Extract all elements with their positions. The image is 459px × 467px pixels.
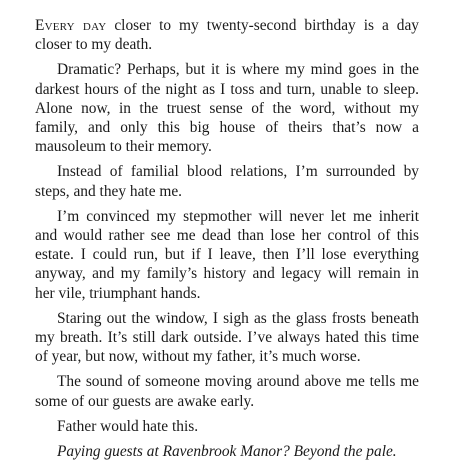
paragraph-dramatic: Dramatic? Perhaps, but it is where my mind goes in the darkest hours of the night as I toss and turn, unable to sleep. Alone now, in the truest sense of the word, without my family, and only this big house of theirs that’s now a mausoleum to their memory. [35,61,419,156]
paragraph-steps: Instead of familial blood relations, I’m surrounded by steps, and they hate me. [35,163,419,200]
opening-paragraph [35,16,419,54]
paragraph-father: Father would hate this. [57,417,199,435]
paragraph-guests: The sound of someone moving around above me tells me some of our guests are awake early. [35,373,419,410]
document-page [35,16,419,467]
paragraph-closing-italic: Paying guests at Ravenbrook Manor? Beyond the pale. [57,443,397,461]
opening-paragraph-text: closer to my twenty-second birthday is a day closer to my death. [35,17,419,54]
opening-small-caps: Every day [35,17,107,34]
paragraph-window: Staring out the window, I sigh as the glass frosts beneath my breath. It’s still dark outside. I’ve always hated this time of year, but now, without my father, it’s much worse. [35,309,419,366]
paragraph-stepmother: I’m convinced my stepmother will never let me inherit and would rather see me dead than lose her control of this estate. I could run, but if I leave, then I’ll lose everything anyway, and my family’s history and legacy will remain in her vile, triumphant hands. [35,207,419,302]
